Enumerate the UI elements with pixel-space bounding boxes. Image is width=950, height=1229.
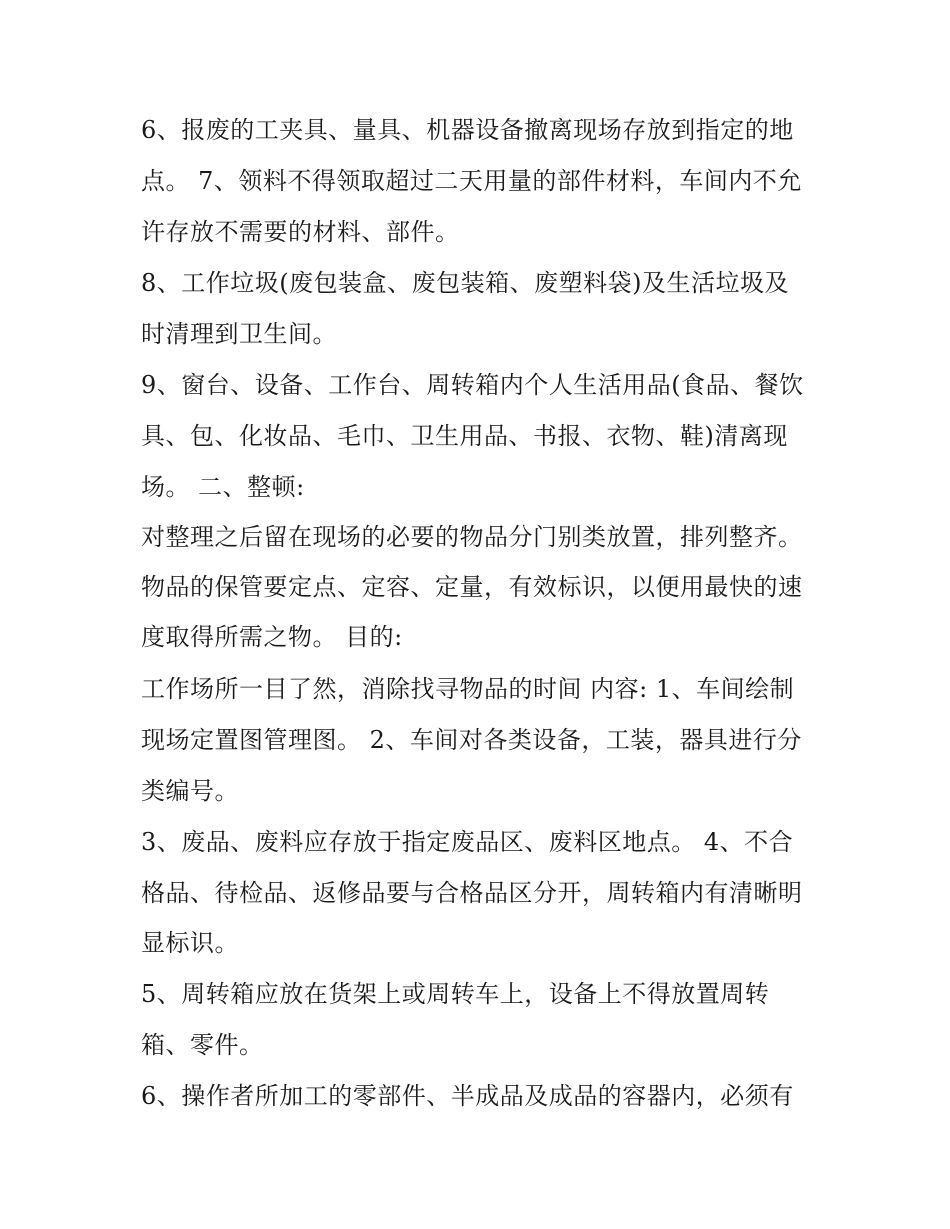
text-line: 时清理到卫生间。 (141, 320, 337, 348)
text-line: 8、工作垃圾(废包装盒、废包装箱、废塑料袋)及生活垃圾及 (141, 269, 789, 297)
text-line: 类编号。 (141, 777, 239, 805)
text-line: 物品的保管要定点、定容、定量，有效标识，以便用最快的速 (141, 573, 803, 601)
text-line: 5、周转箱应放在货架上或周转车上，设备上不得放置周转 (141, 980, 770, 1008)
text-line: 6、操作者所加工的零部件、半成品及成品的容器内，必须有 (141, 1082, 794, 1110)
text-line: 具、包、化妆品、毛巾、卫生用品、书报、衣物、鞋)清离现 (141, 422, 788, 450)
text-line: 箱、零件。 (141, 1031, 264, 1059)
text-line: 9、窗台、设备、工作台、周转箱内个人生活用品(食品、餐饮 (141, 371, 804, 399)
text-line: 场。 二、整顿: (141, 473, 305, 501)
text-line: 工作场所一目了然，消除找寻物品的时间 内容: 1、车间绘制 (141, 675, 795, 703)
text-line: 许存放不需要的材料、部件。 (141, 218, 460, 246)
text-line: 点。 7、领料不得领取超过二天用量的部件材料，车间内不允 (141, 167, 802, 195)
text-line: 3、废品、废料应存放于指定废品区、废料区地点。 4、不合 (141, 828, 794, 856)
text-line: 度取得所需之物。 目的: (141, 623, 403, 651)
text-line: 显标识。 (141, 929, 239, 957)
text-line: 对整理之后留在现场的必要的物品分门别类放置，排列整齐。 (141, 523, 803, 551)
text-line: 格品、待检品、返修品要与合格品区分开，周转箱内有清晰明 (141, 879, 803, 907)
text-line: 6、报废的工夹具、量具、机器设备撤离现场存放到指定的地 (141, 116, 794, 144)
text-line: 现场定置图管理图。 2、车间对各类设备，工装，器具进行分 (141, 726, 802, 754)
